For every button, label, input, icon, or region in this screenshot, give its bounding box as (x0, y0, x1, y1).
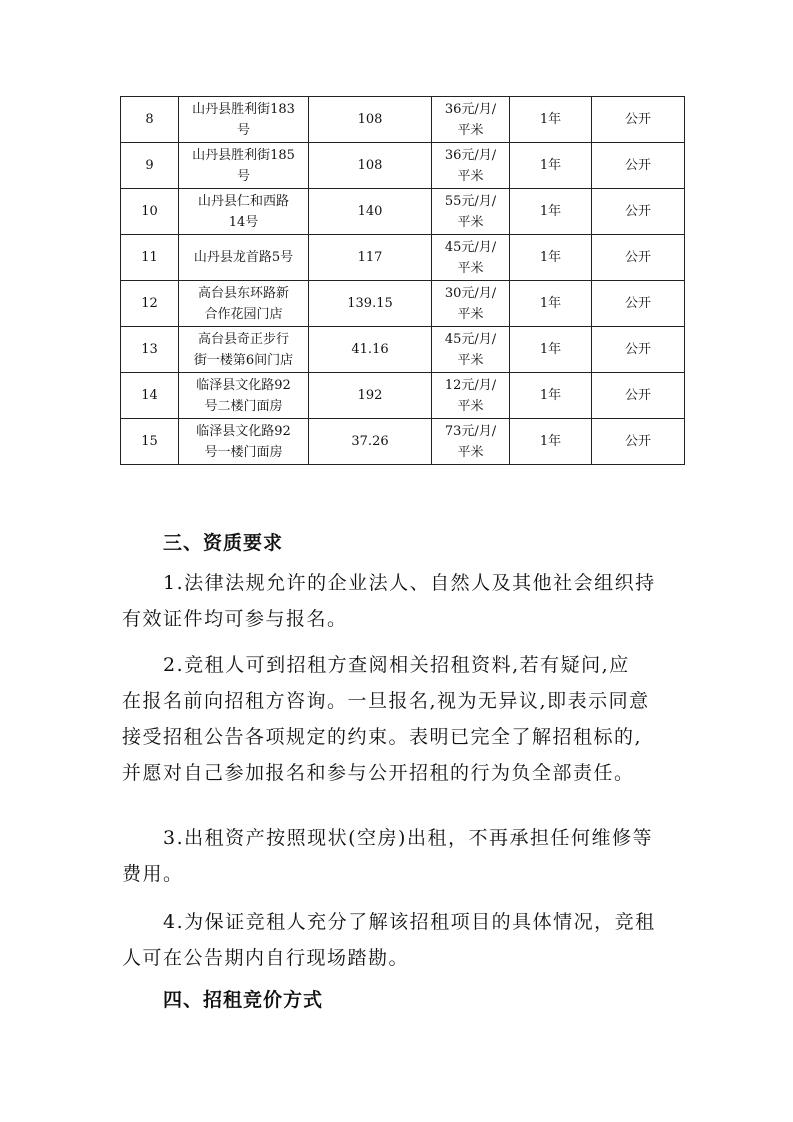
cell-method (592, 419, 685, 465)
cell-term (510, 327, 592, 373)
cell-address-text: 号 (236, 122, 250, 138)
section-heading-qualifications: 三、资质要求 (163, 532, 284, 554)
cell-term (510, 373, 592, 419)
cell-method-text: 公开 (624, 342, 651, 357)
cell-address (179, 281, 309, 327)
cell-price-text: 45元/月/ (444, 239, 497, 255)
table-row (121, 373, 685, 419)
cell-method-text: 公开 (624, 158, 651, 173)
cell-area-text: 37.26 (351, 434, 389, 449)
cell-method (592, 373, 685, 419)
cell-address-text: 临泽县文化路92 (196, 423, 291, 439)
cell-price-text: 平米 (457, 306, 484, 322)
cell-method-text: 公开 (624, 296, 651, 311)
cell-term (510, 235, 592, 281)
cell-area (309, 189, 432, 235)
cell-price-text: 45元/月/ (444, 331, 497, 347)
cell-price-text: 平米 (457, 352, 484, 368)
cell-price-text: 55元/月/ (444, 193, 497, 209)
cell-price-text: 平米 (457, 214, 484, 230)
cell-address (179, 235, 309, 281)
cell-address-text: 号二楼门面房 (204, 398, 283, 414)
paragraph-line: 1.法律法规允许的企业法人、自然人及其他社会组织持 (163, 572, 656, 594)
cell-price (432, 97, 510, 143)
cell-term-text: 1年 (539, 158, 562, 173)
cell-price-text: 平米 (457, 260, 484, 276)
cell-method-text: 公开 (624, 112, 651, 127)
cell-address-text: 山丹县仁和西路 (197, 193, 289, 209)
cell-term (510, 97, 592, 143)
cell-term (510, 281, 592, 327)
cell-price-text: 平米 (457, 122, 484, 138)
cell-number (121, 327, 179, 373)
cell-method-text: 公开 (624, 434, 651, 449)
cell-term-text: 1年 (539, 434, 562, 449)
cell-number (121, 143, 179, 189)
cell-address-text: 号 (236, 168, 250, 184)
cell-term (510, 419, 592, 465)
cell-area (309, 281, 432, 327)
cell-term-text: 1年 (539, 112, 562, 127)
cell-number (121, 189, 179, 235)
section-heading-bidding-method: 四、招租竞价方式 (163, 989, 324, 1011)
paragraph-line: 3.出租资产按照现状(空房)出租，不再承担任何维修等 (163, 827, 653, 849)
cell-price (432, 373, 510, 419)
cell-price (432, 235, 510, 281)
cell-number-text: 11 (141, 250, 158, 265)
cell-area (309, 419, 432, 465)
cell-number-text: 14 (141, 388, 158, 403)
cell-method-text: 公开 (624, 204, 651, 219)
cell-term-text: 1年 (539, 388, 562, 403)
cell-method (592, 143, 685, 189)
cell-price (432, 189, 510, 235)
cell-price-text: 30元/月/ (444, 285, 497, 301)
cell-price-text: 平米 (457, 398, 484, 414)
cell-area (309, 97, 432, 143)
cell-number (121, 373, 179, 419)
cell-area (309, 373, 432, 419)
paragraph-line: 4.为保证竞租人充分了解该招租项目的具体情况，竞租 (163, 911, 656, 933)
cell-address-text: 高台县东环路新 (197, 285, 289, 301)
cell-method (592, 235, 685, 281)
cell-method-text: 公开 (624, 250, 651, 265)
cell-address-text: 14号 (228, 214, 259, 230)
cell-price (432, 281, 510, 327)
cell-price (432, 419, 510, 465)
table-row (121, 143, 685, 189)
cell-price-text: 36元/月/ (444, 101, 497, 117)
cell-area (309, 143, 432, 189)
table-row (121, 235, 685, 281)
paragraph-line: 有效证件均可参与报名。 (122, 608, 348, 630)
cell-address-text: 街一楼第6间门店 (193, 352, 294, 368)
paragraph-line: 2.竞租人可到招租方查阅相关招租资料,若有疑问,应 (163, 654, 630, 676)
cell-address-text: 号一楼门面房 (204, 444, 283, 460)
table-row (121, 97, 685, 143)
cell-address (179, 143, 309, 189)
cell-method (592, 189, 685, 235)
cell-area-text: 108 (357, 112, 383, 127)
cell-area-text: 192 (357, 388, 383, 403)
cell-term-text: 1年 (539, 250, 562, 265)
cell-term (510, 189, 592, 235)
cell-address (179, 419, 309, 465)
cell-price-text: 12元/月/ (444, 377, 497, 393)
table-body (121, 97, 685, 465)
cell-area-text: 41.16 (351, 342, 389, 357)
table-row (121, 189, 685, 235)
cell-area-text: 108 (357, 158, 383, 173)
cell-area (309, 327, 432, 373)
cell-address (179, 327, 309, 373)
cell-area (309, 235, 432, 281)
cell-method-text: 公开 (624, 388, 651, 403)
cell-number-text: 13 (141, 342, 158, 357)
cell-term-text: 1年 (539, 204, 562, 219)
cell-number (121, 97, 179, 143)
cell-number-text: 15 (141, 434, 158, 449)
cell-area-text: 117 (357, 250, 383, 265)
cell-term-text: 1年 (539, 296, 562, 311)
cell-address (179, 97, 309, 143)
cell-area-text: 139.15 (347, 296, 393, 311)
cell-number-text: 9 (145, 158, 154, 173)
paragraph-line: 并愿对自己参加报名和参与公开招租的行为负全部责任。 (122, 762, 635, 784)
cell-area-text: 140 (357, 204, 383, 219)
cell-method (592, 281, 685, 327)
paragraph-line: 接受招租公告各项规定的约束。表明已完全了解招租标的, (122, 726, 643, 748)
cell-number-text: 12 (141, 296, 158, 311)
cell-price-text: 平米 (457, 444, 484, 460)
table-row (121, 419, 685, 465)
table-row (121, 281, 685, 327)
cell-price (432, 327, 510, 373)
cell-address-text: 山丹县胜利街185 (192, 147, 295, 163)
paragraph-line: 人可在公告期内自行现场踏勘。 (122, 947, 410, 969)
cell-address-text: 临泽县文化路92 (196, 377, 291, 393)
cell-method (592, 327, 685, 373)
cell-price-text: 73元/月/ (444, 423, 497, 439)
cell-term-text: 1年 (539, 342, 562, 357)
paragraph-qualification-1 (122, 565, 678, 637)
cell-number-text: 10 (141, 204, 158, 219)
cell-number (121, 281, 179, 327)
cell-price-text: 36元/月/ (444, 147, 497, 163)
cell-number-text: 8 (145, 112, 154, 127)
cell-number (121, 419, 179, 465)
paragraph-qualification-3 (122, 820, 678, 892)
cell-address (179, 373, 309, 419)
cell-address-text: 山丹县龙首路5号 (193, 250, 294, 265)
cell-address-text: 山丹县胜利街183 (192, 101, 295, 117)
cell-price-text: 平米 (457, 168, 484, 184)
rental-listing-table (120, 96, 685, 465)
paragraph-qualification-4 (122, 904, 678, 976)
cell-address-text: 高台县奇正步行 (197, 331, 289, 347)
paragraph-qualification-2 (122, 647, 678, 791)
cell-term (510, 143, 592, 189)
paragraph-line: 费用。 (122, 863, 184, 885)
cell-address-text: 合作花园门店 (204, 306, 283, 322)
cell-method (592, 97, 685, 143)
cell-number (121, 235, 179, 281)
cell-address (179, 189, 309, 235)
table-row (121, 327, 685, 373)
paragraph-line: 在报名前向招租方咨询。一旦报名,视为无异议,即表示同意 (122, 690, 650, 712)
cell-price (432, 143, 510, 189)
